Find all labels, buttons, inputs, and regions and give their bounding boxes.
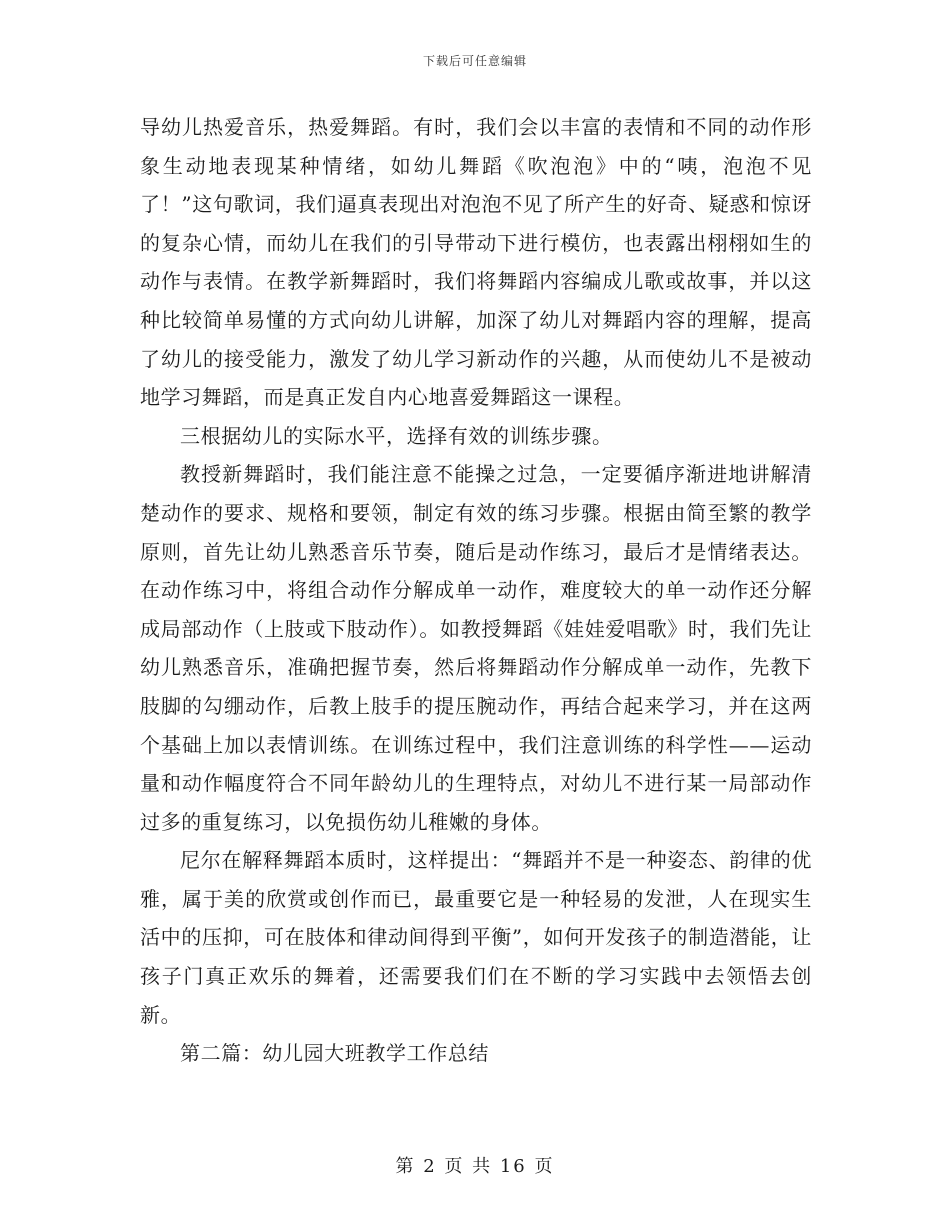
page-number: 第 2 页 共 16 页 bbox=[395, 1156, 555, 1177]
paragraph-3: 教授新舞蹈时，我们能注意不能操之过急，一定要循序渐进地讲解清楚动作的要求、规格和要领，制定有效的练习步骤。根据由简至繁的教学原则，首先让幼儿熟悉音乐节奏，随后是动作练习，最后才是情绪表达。在动作练习中，将组合动作分解成单一动作，难度较大的单一动作还分解成局部动作（上肢或下肢动作）。如教授舞蹈《娃娃爱唱歌》时，我们先让幼儿熟悉音乐，准确把握节奏，然后将舞蹈动作分解成单一动作，先教下肢脚的勾绷动作，后教上肢手的提压腕动作，再结合起来学习，并在这两个基础上加以表情训练。在训练过程中，我们注意训练的科学性——运动量和动作幅度符合不同年龄幼儿的生理特点，对幼儿不进行某一局部动作过多的重复练习，以免损伤幼儿稚嫩的身体。 bbox=[140, 462, 812, 834]
paragraph-1: 导幼儿热爱音乐，热爱舞蹈。有时，我们会以丰富的表情和不同的动作形象生动地表现某种情绪，如幼儿舞蹈《吹泡泡》中的“咦，泡泡不见了！”这句歌词，我们逼真表现出对泡泡不见了所产生的好奇、疑惑和惊讶的复杂心情，而幼儿在我们的引导带动下进行模仿，也表露出栩栩如生的动作与表情。在教学新舞蹈时，我们将舞蹈内容编成儿歌或故事，并以这种比较简单易懂的方式向幼儿讲解，加深了幼儿对舞蹈内容的理解，提高了幼儿的接受能力，激发了幼儿学习新动作的兴趣，从而使幼儿不是被动地学习舞蹈，而是真正发自内心地喜爱舞蹈这一课程。 bbox=[140, 115, 812, 410]
download-note: 下载后可任意编辑 bbox=[422, 54, 527, 68]
paragraph-4: 尼尔在解释舞蹈本质时，这样提出：“舞蹈并不是一种姿态、韵律的优雅，属于美的欣赏或创作而已，最重要它是一种轻易的发泄，人在现实生活中的压抑，可在肢体和律动间得到平衡”，如何开发孩子的制造潜能，让孩子门真正欢乐的舞着，还需要我们们在不断的学习实践中去领悟去创新。 bbox=[140, 848, 812, 1027]
document-body bbox=[140, 108, 812, 1073]
paragraph-5-heading: 第二篇：幼儿园大班教学工作总结 bbox=[180, 1041, 489, 1066]
paragraph-2-heading: 三根据幼儿的实际水平，选择有效的训练步骤。 bbox=[180, 423, 613, 448]
